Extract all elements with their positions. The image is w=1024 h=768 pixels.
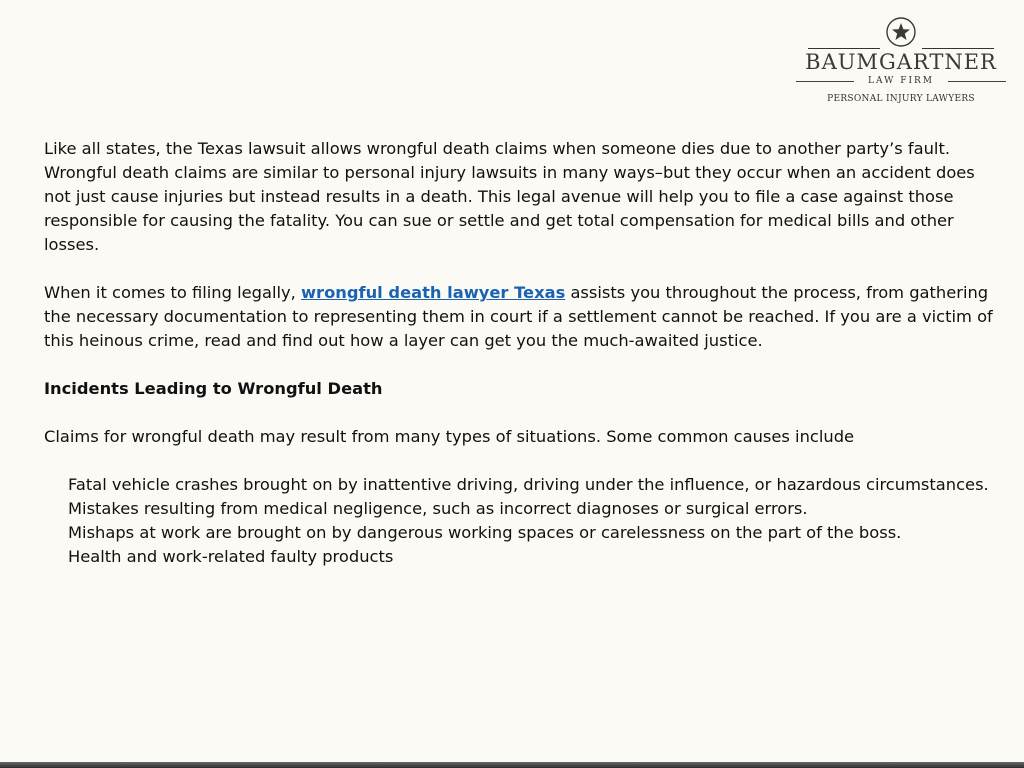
list-item: Health and work-related faulty products — [68, 547, 394, 566]
spacer — [44, 353, 1004, 377]
paragraph-filing — [44, 281, 1004, 353]
spacer — [44, 401, 1004, 425]
list-item: Mishaps at work are brought on by dangerous working spaces or carelessness on the part of the boss. — [68, 523, 902, 542]
causes-intro: Claims for wrongful death may result from many types of situations. Some common causes include — [44, 427, 855, 446]
bottom-divider — [0, 762, 1024, 768]
firm-logo — [790, 16, 1012, 108]
section-heading: Incidents Leading to Wrongful Death — [44, 379, 383, 398]
article-body — [44, 137, 1004, 569]
firm-name: BAUMGARTNER — [805, 50, 997, 74]
logo-subtitle-row — [790, 75, 1012, 87]
subtitle-rule-right — [948, 81, 1006, 82]
list-item: Mistakes resulting from medical negligence, such as incorrect diagnoses or surgical errors. — [68, 499, 808, 518]
star-emblem-icon — [879, 16, 923, 50]
firm-tagline: PERSONAL INJURY LAWYERS — [827, 94, 975, 104]
subtitle-rule-left — [796, 81, 854, 82]
spacer — [44, 449, 1004, 473]
paragraph-filing-rest: assists you throughout the process, from gathering the necessary documentation to representing them in court if a settlement cannot be reached. If you are a victim of this heinous crime, read and find out how a layer can get you the much-awaited justice. — [44, 283, 993, 350]
spacer — [44, 257, 1004, 281]
list-item: Fatal vehicle crashes brought on by inattentive driving, driving under the influence, or hazardous circumstances. — [68, 475, 989, 494]
wrongful-death-lawyer-link[interactable]: wrongful death lawyer Texas — [301, 283, 566, 302]
paragraph-filing-lead: When it comes to filing legally, — [44, 283, 301, 302]
firm-subtitle: LAW FIRM — [867, 76, 934, 86]
paragraph-intro: Like all states, the Texas lawsuit allows wrongful death claims when someone dies due to another party’s fault. Wrongful death claims are similar to personal injury lawsuits in many ways–but they occur when an accident does not just cause injuries but instead results in a death. This legal avenue will help you to file a case against those responsible for causing the fatality. You can sue or settle and get total compensation for medical bills and other losses. — [44, 139, 975, 254]
